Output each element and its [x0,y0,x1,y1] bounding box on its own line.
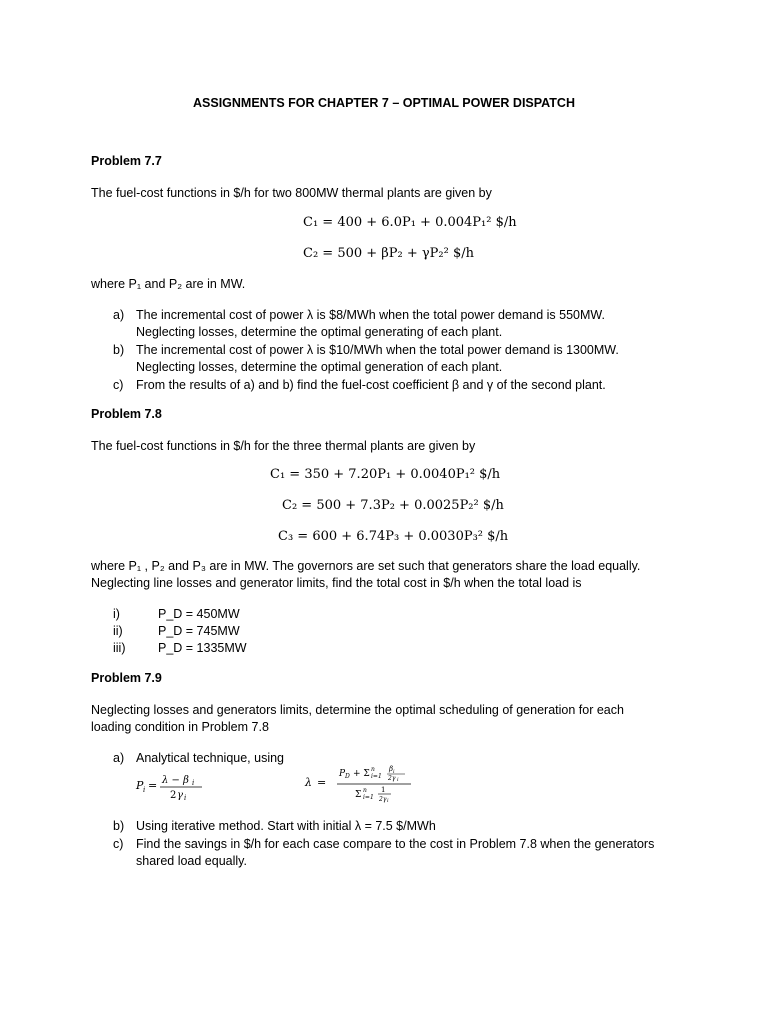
problem-7-8-heading: Problem 7.8 [91,407,162,421]
svg-text:=: = [317,776,327,789]
svg-text:i=1: i=1 [371,773,382,780]
problem-7-9-intro: loading condition in Problem 7.8 [91,720,269,734]
problem-7-7-intro: The fuel-cost functions in $/h for two 800MW thermal plants are given by [91,186,492,200]
svg-text:i: i [192,779,195,787]
list-label: ii) [113,624,123,638]
page-title: ASSIGNMENTS FOR CHAPTER 7 – OPTIMAL POWER DISPATCH [193,96,575,110]
svg-text:1: 1 [381,786,386,794]
list-item-text: The incremental cost of power λ is $10/MWh when the total power demand is 1300MW. [136,343,619,357]
svg-text:n: n [371,766,375,773]
svg-text:i=1: i=1 [363,794,374,801]
svg-text:n: n [363,787,367,794]
formula-lambda-image [303,762,453,804]
svg-text:i: i [393,769,395,775]
problem-7-7-heading: Problem 7.7 [91,154,162,168]
list-item-text: P_D = 450MW [158,607,240,621]
svg-text:P: P [136,779,144,792]
svg-text:+ Σ: + Σ [353,769,370,779]
svg-text:P: P [339,769,346,779]
list-label: a) [113,751,125,765]
svg-text:2: 2 [170,790,177,801]
list-label: c) [113,378,124,392]
list-item-text: Analytical technique, using [136,751,285,765]
list-label: b) [113,343,125,357]
svg-text:i: i [143,786,146,794]
equation-c1: C₁ = 400 + 6.0P₁ + 0.004P₁² $/h [303,215,517,230]
problem-7-9-heading: Problem 7.9 [91,671,162,685]
list-label: c) [113,837,124,851]
list-label: a) [113,308,125,322]
svg-text:Σ: Σ [355,790,362,800]
problem-7-9-intro: Neglecting losses and generators limits, determine the optimal scheduling of generation for each [91,703,624,717]
problem-7-8-where: Neglecting line losses and generator limits, find the total cost in $/h when the total load is [91,576,582,590]
problem-7-8-where: where P₁ , P₂ and P₃ are in MW. The governors are set such that generators share the load equally. [91,559,641,573]
svg-text:2γ: 2γ [379,796,387,803]
list-item-text: Using iterative method. Start with initial λ = 7.5 $/MWh [136,819,436,833]
svg-text:λ − β: λ − β [162,775,189,786]
list-item-text: Find the savings in $/h for each case compare to the cost in Problem 7.8 when the generators [136,837,655,851]
list-item-text: The incremental cost of power λ is $8/MWh when the total power demand is 550MW. [136,308,605,322]
list-item-text: From the results of a) and b) find the fuel-cost coefficient β and γ of the second plant. [136,378,606,392]
svg-text:β: β [389,765,394,773]
equation-c2: C₂ = 500 + βP₂ + γP₂² $/h [303,246,475,261]
svg-text:i: i [397,777,399,783]
svg-text:λ: λ [305,776,312,789]
formula-pi-image [134,770,224,804]
list-label: b) [113,819,125,833]
list-item-text: Neglecting losses, determine the optimal generation of each plant. [136,360,503,374]
equation-c2: C₂ = 500 + 7.3P₂ + 0.0025P₂² $/h [282,498,504,513]
svg-text:γ: γ [177,790,183,801]
list-label: i) [113,607,120,621]
svg-text:=: = [148,779,158,792]
svg-text:2γ: 2γ [388,775,396,782]
problem-7-8-intro: The fuel-cost functions in $/h for the three thermal plants are given by [91,439,476,453]
equation-c3: C₃ = 600 + 6.74P₃ + 0.0030P₃² $/h [278,529,509,544]
list-item-text: P_D = 1335MW [158,641,247,655]
equation-c1: C₁ = 350 + 7.20P₁ + 0.0040P₁² $/h [270,467,501,482]
svg-text:i: i [387,798,389,804]
svg-text:i: i [184,794,187,802]
list-item-text: Neglecting losses, determine the optimal generating of each plant. [136,325,503,339]
svg-text:D: D [345,773,350,780]
list-item-text: P_D = 745MW [158,624,240,638]
list-label: iii) [113,641,126,655]
list-item-text: shared load equally. [136,854,247,868]
problem-7-7-where: where P₁ and P₂ are in MW. [91,277,246,291]
